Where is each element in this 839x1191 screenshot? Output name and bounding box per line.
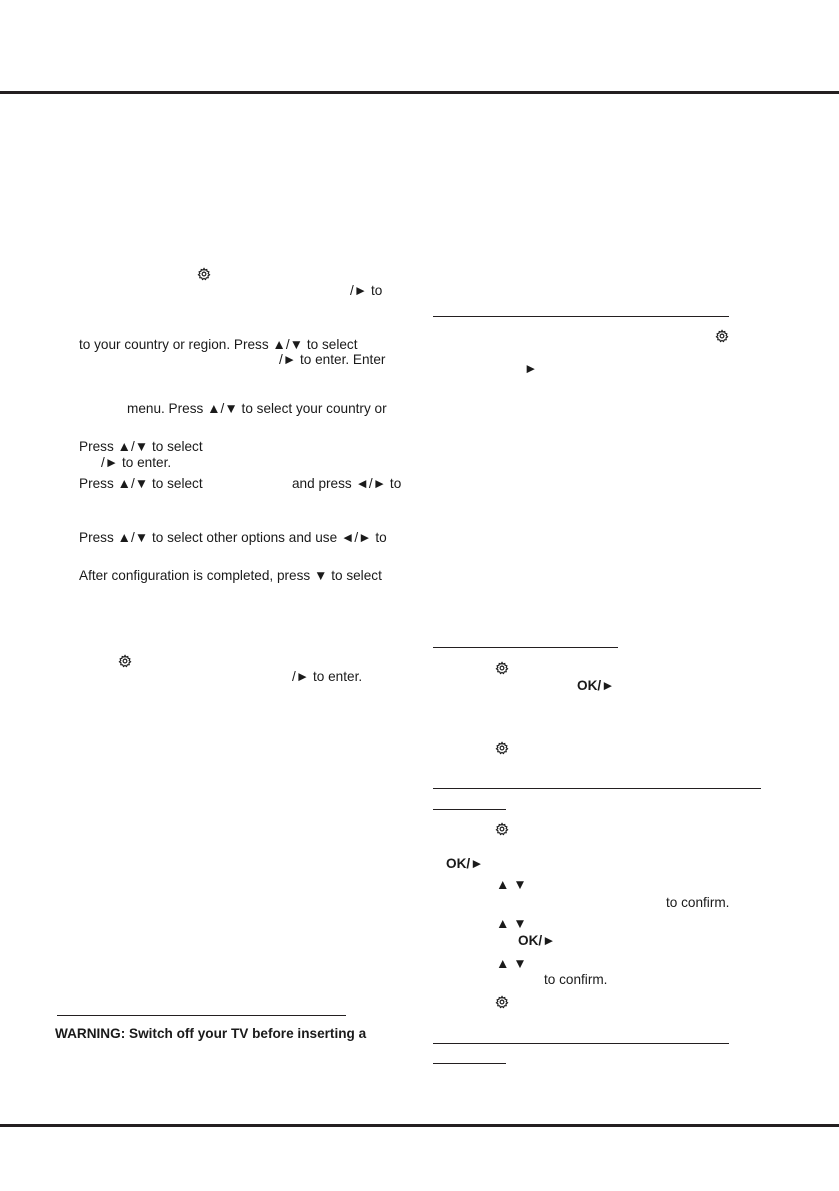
left-line-7b: and press ◄/► to (292, 476, 402, 491)
gear-icon (118, 654, 132, 668)
divider (433, 1043, 729, 1044)
divider (433, 1063, 506, 1064)
divider (57, 1015, 346, 1016)
gear-icon (495, 822, 509, 836)
left-line-6: /► to enter. (101, 455, 172, 470)
gear-icon (495, 741, 509, 755)
left-line-4: menu. Press ▲/▼ to select your country or (127, 401, 387, 416)
up-down-arrows: ▲ ▼ (496, 956, 527, 971)
left-line-7a: Press ▲/▼ to select (79, 476, 203, 491)
divider (433, 316, 729, 317)
left-line-1: /► to (350, 283, 383, 298)
up-down-arrows: ▲ ▼ (496, 916, 527, 931)
ok-key-label: OK/► (518, 933, 556, 948)
ok-key-label: OK/► (446, 856, 484, 871)
left-line-8: Press ▲/▼ to select other options and use ◄/► to (79, 530, 387, 545)
gear-icon (715, 329, 729, 343)
ok-key-label: OK/► (577, 678, 615, 693)
left-line-10: /► to enter. (292, 669, 363, 684)
arrow-right: ► (524, 361, 538, 376)
gear-icon (495, 995, 509, 1009)
gear-icon (197, 267, 211, 281)
left-line-5: Press ▲/▼ to select (79, 439, 203, 454)
confirm-text: to confirm. (544, 972, 608, 987)
left-line-2: to your country or region. Press ▲/▼ to select (79, 337, 358, 352)
confirm-text: to confirm. (666, 895, 730, 910)
top-rule (0, 91, 839, 94)
divider (433, 788, 761, 789)
divider (433, 647, 618, 648)
up-down-arrows: ▲ ▼ (496, 877, 527, 892)
warning-text: WARNING: Switch off your TV before inserting a (55, 1026, 367, 1041)
bottom-rule (0, 1124, 839, 1127)
gear-icon (495, 661, 509, 675)
divider (433, 809, 506, 810)
left-line-3: /► to enter. Enter (279, 352, 386, 367)
left-line-9: After configuration is completed, press ▼ to select (79, 568, 382, 583)
